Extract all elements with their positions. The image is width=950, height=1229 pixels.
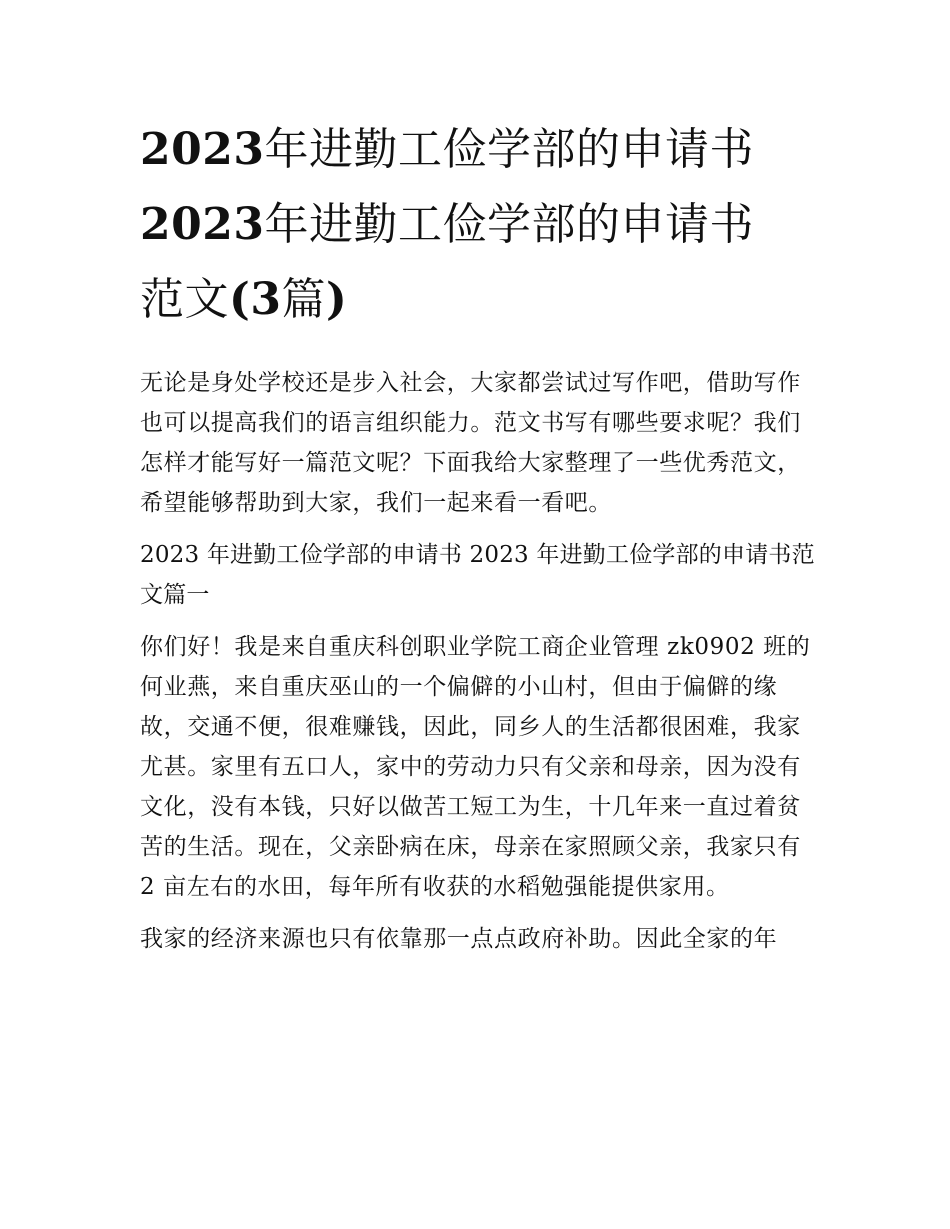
title-text-2: 年进勤工俭学部的申请书 — [264, 199, 754, 250]
document-title — [140, 112, 815, 337]
title-line-1 — [140, 112, 815, 187]
title-line-3 — [140, 262, 815, 337]
title-paren-close: ) — [325, 274, 348, 325]
title-year-2: 2023 — [140, 199, 265, 250]
title-line-2 — [140, 187, 815, 262]
title-text-1: 年进勤工俭学部的申请书 — [264, 124, 754, 175]
title-year-1: 2023 — [140, 124, 265, 175]
document-body — [140, 363, 815, 959]
document-page — [140, 112, 815, 959]
title-text-3a: 范文 — [140, 274, 229, 325]
body-paragraph-2: 我家的经济来源也只有依靠那一点点政府补助。因此全家的年 — [140, 926, 778, 952]
title-count: (3 — [229, 274, 282, 325]
intro-paragraph: 无论是身处学校还是步入社会，大家都尝试过写作吧，借助写作也可以提高我们的语言组织能力。范文书写有哪些要求呢？我们怎样才能写好一篇范文呢？下面我给大家整理了一些优秀范文，希望能够帮助到大家，我们一起来看一看吧。 — [140, 370, 801, 516]
title-text-3b: 篇 — [281, 274, 326, 325]
body-paragraph-1: 你们好！我是来自重庆科创职业学院工商企业管理 zk0902 班的何业燕，来自重庆巫山的一个偏僻的小山村，但由于偏僻的缘故，交通不便，很难赚钱，因此，同乡人的生活都很困难，我家尤甚。家里有五口人，家中的劳动力只有父亲和母亲，因为没有文化，没有本钱，只好以做苦工短工为生，十几年来一直过着贫苦的生活。现在，父亲卧病在床，母亲在家照顾父亲，我家只有 2 亩左右的水田，每年所有收获的水稻勉强能提供家用。 — [140, 634, 811, 900]
section-heading: 2023 年进勤工俭学部的申请书 2023 年进勤工俭学部的申请书范文篇一 — [140, 542, 815, 608]
